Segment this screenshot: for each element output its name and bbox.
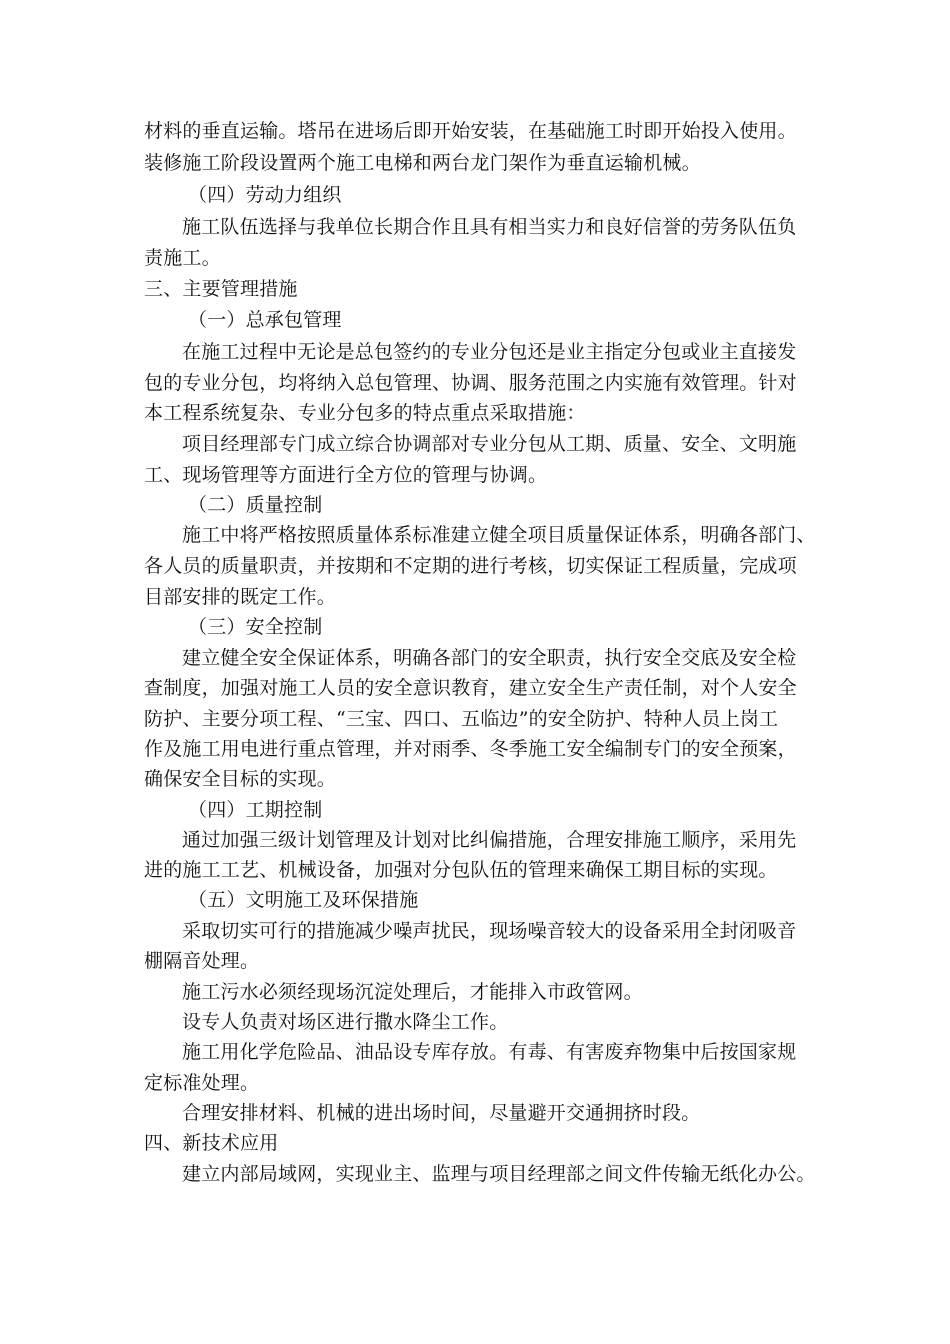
paragraph-line: 作及施工用电进行重点管理，并对雨季、冬季施工安全编制专门的安全预案，	[144, 738, 797, 760]
paragraph-line: 确保安全目标的实现。	[144, 768, 337, 790]
section-heading: 三、主要管理措施	[144, 278, 298, 300]
paragraph-line: 施工污水必须经现场沉淀处理后，才能排入市政管网。	[182, 981, 643, 1003]
paragraph-line: 定标准处理。	[144, 1072, 260, 1094]
subsection-heading: （四）工期控制	[188, 799, 323, 821]
paragraph-line: 防护、主要分项工程、“三宝、四口、五临边”的安全防护、特种人员上岗工	[144, 708, 779, 730]
section-heading: 四、新技术应用	[144, 1132, 279, 1154]
subsection-heading: （五）文明施工及环保措施	[188, 889, 419, 911]
paragraph-line: 装修施工阶段设置两个施工电梯和两台龙门架作为垂直运输机械。	[144, 152, 701, 174]
paragraph-line: 建立健全安全保证体系，明确各部门的安全职责，执行安全交底及安全检	[182, 647, 797, 669]
paragraph-line: 材料的垂直运输。塔吊在进场后即开始安装，在基础施工时即开始投入使用。	[144, 120, 797, 142]
paragraph-line: 施工队伍选择与我单位长期合作且具有相当实力和良好信誉的劳务队伍负	[182, 216, 797, 238]
paragraph-line: 工、现场管理等方面进行全方位的管理与协调。	[144, 464, 548, 486]
paragraph-line: 项目经理部专门成立综合协调部对专业分包从工期、质量、安全、文明施	[182, 433, 797, 455]
subsection-heading: （三）安全控制	[188, 616, 323, 638]
paragraph-line: 施工中将严格按照质量体系标准建立健全项目质量保证体系，明确各部门、	[182, 524, 816, 546]
paragraph-line: 查制度，加强对施工人员的安全意识教育，建立安全生产责任制，对个人安全	[144, 677, 797, 699]
subsection-heading: （一）总承包管理	[188, 309, 342, 331]
paragraph-line: 目部安排的既定工作。	[144, 586, 337, 608]
paragraph-line: 责施工。	[144, 247, 221, 269]
paragraph-line: 建立内部局域网，实现业主、监理与项目经理部之间文件传输无纸化办公。	[182, 1163, 816, 1185]
subsection-heading: （二）质量控制	[188, 494, 323, 516]
paragraph-line: 施工用化学危险品、油品设专库存放。有毒、有害废弃物集中后按国家规	[182, 1041, 797, 1063]
paragraph-line: 设专人负责对场区进行撒水降尘工作。	[182, 1011, 509, 1033]
paragraph-line: 包的专业分包，均将纳入总包管理、协调、服务范围之内实施有效管理。针对	[144, 372, 797, 394]
subsection-heading: （四）劳动力组织	[188, 184, 342, 206]
paragraph-line: 通过加强三级计划管理及计划对比纠偏措施，合理安排施工顺序，采用先	[182, 829, 797, 851]
paragraph-line: 合理安排材料、机械的进出场时间，尽量避开交通拥挤时段。	[182, 1102, 701, 1124]
paragraph-line: 各人员的质量职责，并按期和不定期的进行考核，切实保证工程质量，完成项	[144, 555, 797, 577]
paragraph-line: 本工程系统复杂、专业分包多的特点重点采取措施：	[144, 402, 586, 424]
paragraph-line: 在施工过程中无论是总包签约的专业分包还是业主指定分包或业主直接发	[182, 341, 797, 363]
paragraph-line: 采取切实可行的措施减少噪声扰民，现场噪音较大的设备采用全封闭吸音	[182, 920, 797, 942]
paragraph-line: 进的施工工艺、机械设备，加强对分包队伍的管理来确保工期目标的实现。	[144, 859, 778, 881]
paragraph-line: 棚隔音处理。	[144, 950, 260, 972]
